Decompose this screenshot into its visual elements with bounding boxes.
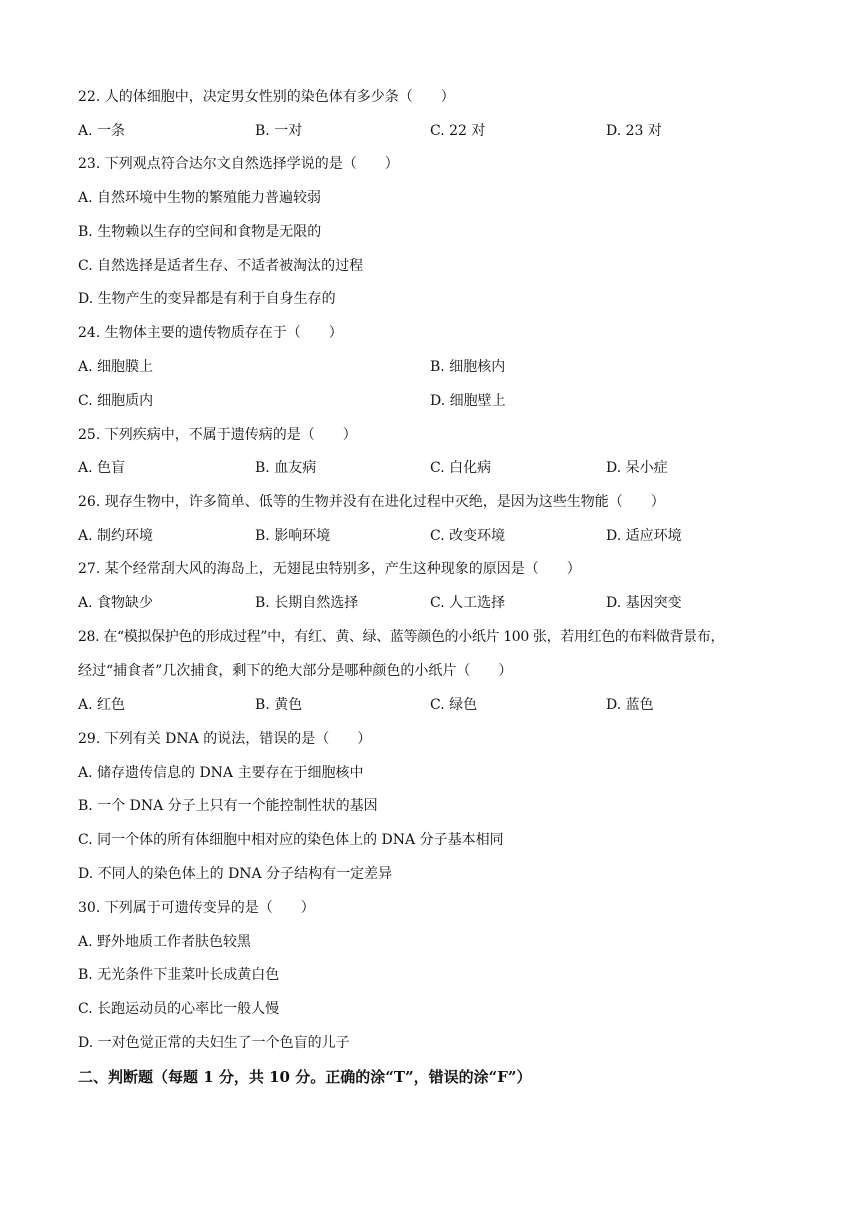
option-d: D. 适应环境 (606, 528, 682, 544)
question-26-options (78, 526, 790, 546)
option-a: A. 一条 (78, 123, 126, 139)
option-a: A. 色盲 (78, 460, 126, 476)
question-27-options (78, 593, 790, 613)
option-b: B. 一个 DNA 分子上只有一个能控制性状的基因 (78, 798, 378, 814)
option-b: B. 黄色 (255, 697, 303, 713)
question-24-stem: 24. 生物体主要的遗传物质存在于（ ） (78, 325, 343, 341)
option-c: C. 自然选择是适者生存、不适者被淘汰的过程 (78, 258, 364, 274)
option-d: D. 蓝色 (606, 697, 654, 713)
question-25-stem: 25. 下列疾病中，不属于遗传病的是（ ） (78, 427, 357, 443)
question-28-stem-line2: 经过“捕食者”几次捕食，剩下的绝大部分是哪种颜色的小纸片（ ） (78, 663, 513, 679)
option-a: A. 红色 (78, 697, 126, 713)
option-d: D. 不同人的染色体上的 DNA 分子结构有一定差异 (78, 866, 393, 882)
option-c: C. 改变环境 (430, 528, 506, 544)
question-22-stem: 22. 人的体细胞中，决定男女性别的染色体有多少条（ ） (78, 89, 455, 105)
option-b: B. 一对 (255, 123, 303, 139)
option-d: D. 一对色觉正常的夫妇生了一个色盲的儿子 (78, 1035, 350, 1051)
question-26-stem: 26. 现存生物中，许多简单、低等的生物并没有在进化过程中灭绝，是因为这些生物能（ ） (78, 494, 665, 510)
question-23-stem: 23. 下列观点符合达尔文自然选择学说的是（ ） (78, 156, 399, 172)
option-d: D. 呆小症 (606, 460, 668, 476)
option-b: B. 生物赖以生存的空间和食物是无限的 (78, 224, 322, 240)
option-d: D. 基因突变 (606, 595, 682, 611)
option-c: C. 22 对 (430, 123, 486, 139)
option-c: C. 同一个体的所有体细胞中相对应的染色体上的 DNA 分子基本相同 (78, 832, 504, 848)
option-c: C. 人工选择 (430, 595, 506, 611)
option-b: B. 无光条件下韭菜叶长成黄白色 (78, 967, 280, 983)
option-c: C. 细胞质内 (78, 393, 154, 409)
option-d: D. 细胞壁上 (430, 393, 506, 409)
option-d: D. 生物产生的变异都是有利于自身生存的 (78, 291, 336, 307)
question-22-options (78, 121, 790, 141)
option-a: A. 野外地质工作者肤色较黑 (78, 934, 252, 950)
option-a: A. 制约环境 (78, 528, 154, 544)
option-a: A. 细胞膜上 (78, 359, 154, 375)
question-28-options (78, 695, 790, 715)
question-29-stem: 29. 下列有关 DNA 的说法，错误的是（ ） (78, 731, 372, 747)
option-b: B. 长期自然选择 (255, 595, 359, 611)
option-b: B. 细胞核内 (430, 359, 506, 375)
option-c: C. 长跑运动员的心率比一般人慢 (78, 1001, 280, 1017)
question-28-stem-line1: 28. 在“模拟保护色的形成过程”中，有红、黄、绿、蓝等颜色的小纸片 100 张，若用红色的布料做背景布， (78, 629, 725, 645)
section-2-heading: 二、判断题（每题 1 分，共 10 分。正确的涂“T”，错误的涂“F”） (78, 1068, 532, 1086)
option-c: C. 绿色 (430, 697, 478, 713)
question-27-stem: 27. 某个经常刮大风的海岛上，无翅昆虫特别多，产生这种现象的原因是（ ） (78, 561, 581, 577)
option-a: A. 自然环境中生物的繁殖能力普遍较弱 (78, 190, 322, 206)
question-25-options (78, 458, 790, 478)
option-b: B. 影响环境 (255, 528, 331, 544)
question-30-stem: 30. 下列属于可遗传变异的是（ ） (78, 900, 315, 916)
option-b: B. 血友病 (255, 460, 317, 476)
option-a: A. 食物缺少 (78, 595, 154, 611)
option-a: A. 储存遗传信息的 DNA 主要存在于细胞核中 (78, 765, 364, 781)
question-24-options-row1 (78, 357, 790, 377)
option-d: D. 23 对 (606, 123, 662, 139)
question-24-options-row2 (78, 391, 790, 411)
option-c: C. 白化病 (430, 460, 492, 476)
